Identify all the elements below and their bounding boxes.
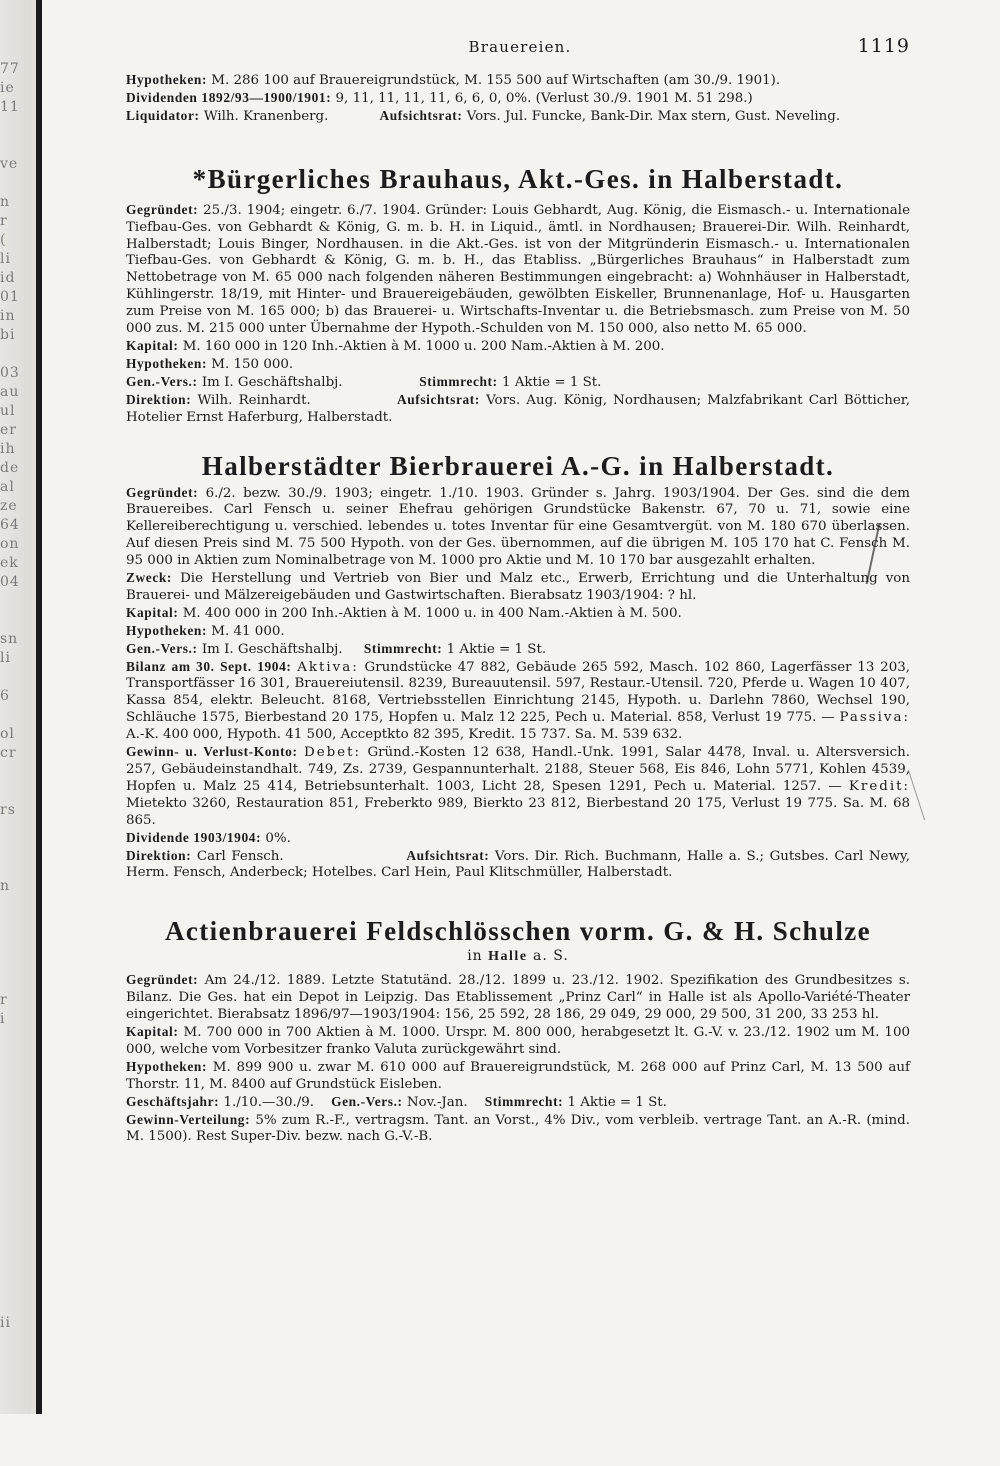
edge-fragment: i [0,1011,6,1027]
field-label: Aufsichtsrat: [396,391,480,407]
field-text: Vors. Dir. Rich. Buchmann, Halle a. S.; Gutsbes. Carl Newy, Herm. Fensch, Anderbeck; Hotelbes. Carl Hein, Paul Klitschmüller, Halberstadt. [126,848,910,881]
edge-fragment: ol [0,726,15,742]
field-text: M. 41 000. [211,623,285,639]
field-text: 25./3. 1904; eingetr. 6./7. 1904. Gründer: Louis Gebhardt, Aug. König, die Eismasch.- u. Internationale Tiefbau-Ges. von Gebhardt & König, G. m. b. H. in Liquid., ämtl. in Nordhausen; Brauerei-Dir. Wilh. Reinhardt, Halberstadt; Louis Binger, Nordhausen. in die Akt.-Ges. ist von der Mitgründerin Eismasch.- u. Internationalen Tiefbau-Ges. von Gebhardt & König, G. m. b. H., das Etabliss. „Bürgerliches Brauhaus“ in Halberstadt zum Nettobetrage von M. 65 000 nach folgenden näheren Bestimmungen eingebracht: a) Wohnhäuser in Halberstadt, Kühlingerstr. 18/19, mit Hinter- und Brauereigebäuden, gewölbten Eiskeller, Brunnenanlage, Hof- u. Hausgarten zum Preise von M. 165 000; b) das Brauerei- u. Wirtschafts-Inventar u. die Betriebsmasch. zum Preise von M. 50 000 zus. M. 215 000 unter Übernahme der Hypoth.-Schulden von M. 150 000, also netto M. 65 000. [126,202,910,337]
edge-fragment: au [0,384,20,400]
edge-fragment [0,1238,30,1257]
field-text: Am 24./12. 1889. Letzte Statutänd. 28./12. 1899 u. 23./12. 1902. Spezifikation des Grundbesitzes s. Bilanz. Die Ges. hat ein Depot in Leipzig. Das Etablissement „Prinz Carl“ in Halle ist als Apollo-Variété-Theater eingerichtet. Bierabsatz 1896/97—1903/1904: 156, 25 592, 28 186, 29 049, 29 000, 29 500, 31 200, 33 253 hl. [126,973,910,1023]
edge-fragment [0,1048,30,1067]
field-label: Liquidator: [126,107,200,123]
binding-shadow [36,0,42,1414]
paragraph [126,744,910,830]
edge-fragment: de [0,460,20,476]
field-text: 6./2. bezw. 30./9. 1903; eingetr. 1./10. 1903. Gründer s. Jahrg. 1903/1904. Der Ges. sind die dem Brauereibes. Carl Fensch u. seiner Ehefrau gehörigen Grundstücke Bakenstr. 67, 70 u. 71, sowie eine Kellereiberechtigung u. verschied. lebendes u. totes Inventar für eine Gesamtvergüt. von M. 180 670 überlassen. Auf diesen Preis sind M. 75 500 Hypoth. von der Ges. übernommen, auf die übrigen M. 105 170 hat C. Fensch M. 95 000 in Aktien zum Nominalbetrage von M. 1000 pro Aktie und M. 10 170 bar ausgezahlt erhalten. [126,485,910,569]
edge-fragment: on [0,536,20,552]
edge-fragment [0,1162,30,1181]
edge-fragment [0,611,30,630]
edge-fragment: r [0,992,8,1008]
paragraph [126,338,910,356]
field-text: 1./10.—30./9. [223,1094,315,1110]
edge-fragment: er [0,422,17,438]
edge-fragment [0,1409,30,1428]
company-heading: Halberstädter Bierbrauerei A.-G. in Halberstadt. [201,450,835,481]
field-label: Gen.-Vers.: [331,1093,403,1109]
field-text: Carl Fensch. [196,848,284,864]
edge-fragment [0,1219,30,1238]
page-body [126,72,910,1146]
edge-fragment [0,1067,30,1086]
edge-fragment: 6 [0,688,10,704]
paragraph [126,108,910,126]
edge-fragment [0,763,30,782]
paragraph [126,972,910,1024]
edge-fragment [0,858,30,877]
edge-fragment [0,1447,30,1466]
field-text: Wilh. Reinhardt. [197,392,311,408]
field-text: M. 150 000. [211,356,294,372]
edge-fragment [0,1124,30,1143]
location-prefix: in [467,948,483,965]
edge-fragment [0,972,30,991]
field-text: 1 Aktie = 1 St. [567,1094,667,1110]
field-label: Direktion: [126,847,192,863]
field-label: Gewinn-Verteilung: [126,1111,251,1127]
field-label: Gegründet: [126,972,199,988]
edge-fragment [0,1105,30,1124]
edge-fragment [0,1029,30,1048]
edge-fragment [0,1333,30,1352]
company-location [126,948,910,966]
field-label: Hypotheken: [126,1058,208,1074]
edge-fragment: rs [0,802,16,818]
edge-fragment: li [0,650,11,666]
paragraph [126,659,910,745]
field-text: M. 286 100 auf Brauereigrundstück, M. 155 500 auf Wirtschaften (am 30./9. 1901). [211,73,781,88]
field-label: Kapital: [126,604,179,620]
company-entry [126,972,910,1146]
field-label: Aufsichtsrat: [406,847,490,863]
field-label: Hypotheken: [126,355,208,371]
edge-fragment [0,1143,30,1162]
edge-fragment [0,592,30,611]
edge-fragment [0,1295,30,1314]
paragraph [126,570,910,605]
edge-fragment: ie [0,80,15,96]
edge-fragment [0,839,30,858]
edge-fragment: cr [0,745,17,761]
field-label: Kapital: [126,337,179,353]
edge-fragment: 03 [0,365,20,381]
field-text: A.-K. 400 000, Hypoth. 41 500, Acceptkto 82 395, Kredit. 15 737. Sa. M. 539 632. [126,727,683,743]
edge-fragment [0,1086,30,1105]
field-label: Stimmrecht: [484,1093,564,1109]
field-label: Kapital: [126,1023,179,1039]
company-heading: Actienbrauerei Feldschlösschen vorm. G. & H. Schulze [165,916,871,947]
edge-fragment [0,915,30,934]
paragraph [126,1094,910,1112]
edge-fragment [0,117,30,136]
field-label: Gegründet: [126,484,199,500]
field-text: Im I. Geschäftshalbj. [201,641,343,657]
field-text: M. 700 000 in 700 Aktien à M. 1000. Urspr. M. 800 000, herabgesetzt lt. G.-V. v. 23./12. 1902 um M. 100 000, welche vom Vorbesitzer franko Valuta zurückgewährt sind. [126,1024,910,1057]
field-text: 1 Aktie = 1 St. [446,641,547,657]
field-label: Dividenden 1892/93—1900/1901: [126,89,332,105]
edge-fragment: in [0,308,16,324]
location-city: Halle [488,949,528,965]
edge-fragment: ul [0,403,16,419]
paragraph [126,848,910,883]
field-text: Gründ.-Kosten 12 638, Handl.-Unk. 1991, Salar 4478, Inval. u. Altersversich. 257, Gebäudeinstandhalt. 749, Zs. 2739, Gespannunterhalt. 2188, Steuer 568, Eis 846, Lohn 5771, Kohlen 4539, Hopfen u. Malz 25 414, Betriebsunterhalt. 1003, Licht 28, Spesen 1291, Pech u. Material. 1257. — [126,745,910,794]
edge-fragment: 64 [0,517,20,533]
field-label: Direktion: [126,391,192,407]
field-text: M. 899 900 u. zwar M. 610 000 auf Brauereigrundstück, M. 268 000 auf Prinz Carl, M. 13 500 auf Thorstr. 11, M. 8400 auf Grundstück Eisleben. [126,1059,910,1092]
field-label: Gegründet: [126,201,199,217]
field-text: Vors. Aug. König, Nordhausen; Malzfabrikant Carl Bötticher, Hotelier Ernst Haferburg, Halberstadt. [126,392,910,425]
paragraph [126,623,910,641]
subfield-label: Kredit: [848,778,910,794]
field-label: Gen.-Vers.: [126,640,198,656]
paragraph [126,1059,910,1094]
edge-fragment: ih [0,441,16,457]
edge-fragment: li [0,251,11,267]
paragraph [126,90,910,108]
edge-fragment [0,1371,30,1390]
edge-fragment [0,1276,30,1295]
edge-fragment [0,1390,30,1409]
paragraph [126,202,910,338]
edge-fragment [0,896,30,915]
edge-fragment: n [0,194,11,210]
field-text: Grundstücke 47 882, Gebäude 265 592, Masch. 102 860, Lagerfässer 13 203, Transportfässer 16 301, Brauereiutensil. 8239, Bureauutensil. 597, Restaur.-Utensil. 720, Pferde u. Wagen 10 407, Kassa 854, elektr. Beleucht. 8168, Vertriebsstellen Einrichtung 2145, Hypoth. u. Darlehn 7860, Wechsel 190, Schläuche 1575, Bierbestand 20 175, Hopfen u. Malz 12 225, Pech u. Material. 858, Verlust 19 775. — [126,659,910,726]
edge-fragment [0,174,30,193]
field-text: 1 Aktie = 1 St. [501,374,602,390]
paragraph [126,830,910,848]
edge-fragment: 01 [0,289,20,305]
edge-fragment [0,345,30,364]
edge-fragment [0,1257,30,1276]
edge-fragment [0,1428,30,1447]
paragraph [126,374,910,392]
running-header [130,35,910,60]
subfield-label: Debet: [303,745,362,761]
edge-fragment [0,1181,30,1200]
edge-fragment: n [0,878,11,894]
field-text: Die Herstellung und Vertrieb von Bier und Malz etc., Erwerb, Errichtung und die Unterhaltung von Brauerei- und Mälzereigebäuden und Gastwirtschaften. Bierabsatz 1903/1904: ? hl. [126,571,910,603]
edge-fragment [0,1200,30,1219]
paragraph [126,1112,910,1147]
field-label: Stimmrecht: [363,640,443,656]
edge-fragment: bi [0,327,16,343]
subfield-label: Aktiva: [297,659,359,675]
edge-fragment: ( [0,232,7,248]
paragraph [126,1024,910,1059]
field-label: Gen.-Vers.: [126,373,198,389]
company-heading: *Bürgerliches Brauhaus, Akt.-Ges. in Halberstadt. [192,163,844,194]
paragraph [126,641,910,659]
field-text: Wilh. Kranenberg. [203,108,329,124]
company-entry [126,485,910,883]
field-text: 5% zum R.-F., vertragsm. Tant. an Vorst., 4% Div., vom verbleib. vertrage Tant. an A.-R. (mind. M. 1500). Rest Super-Div. bezw. nach G.-V.-B. [126,1112,910,1145]
adjacent-page-fragments [0,60,30,1466]
paragraph [126,356,910,374]
field-text: Nov.-Jan. [406,1094,468,1110]
field-text: Mietekto 3260, Restauration 851, Freberkto 989, Bierkto 23 812, Bierbestand 20 175, Verlust 19 775. Sa. M. 68 865. [126,795,910,828]
edge-fragment [0,668,30,687]
page-number: 1119 [857,35,910,57]
company-entry [126,202,910,427]
field-label: Aufsichtsrat: [379,107,463,123]
field-label: Geschäftsjahr: [126,1093,220,1109]
edge-fragment [0,820,30,839]
field-text: 9, 11, 11, 11, 11, 6, 6, 0, 0%. (Verlust 30./9. 1901 M. 51 298.) [335,90,753,106]
edge-fragment: id [0,270,16,286]
edge-fragment: ii [0,1315,11,1331]
running-title: Brauereien. [468,38,572,56]
edge-fragment: sn [0,631,19,647]
paragraph [126,485,910,571]
field-label: Bilanz am 30. Sept. 1904: [126,658,292,674]
edge-fragment: r [0,213,8,229]
field-label: Dividende 1903/1904: [126,829,262,845]
field-label: Zweck: [126,570,172,586]
edge-fragment: 11 [0,99,20,115]
field-label: Hypotheken: [126,622,208,638]
field-text: M. 400 000 in 200 Inh.-Aktien à M. 1000 u. in 400 Nam.-Aktien à M. 500. [182,605,682,621]
field-text: 0%. [265,830,291,846]
edge-fragment: ek [0,555,19,571]
field-text: Im I. Geschäftshalbj. [201,374,343,390]
field-label: Gewinn- u. Verlust-Konto: [126,744,298,760]
edge-fragment [0,1352,30,1371]
edge-fragment: 04 [0,574,20,590]
edge-fragment: ve [0,156,19,172]
field-label: Stimmrecht: [419,373,498,389]
intro-entry [126,72,910,126]
location-suffix: a. S. [533,948,569,965]
edge-fragment [0,136,30,155]
edge-fragment [0,706,30,725]
edge-fragment [0,934,30,953]
paragraph [126,72,910,90]
edge-fragment: al [0,479,15,495]
paragraph [126,392,910,427]
paragraph [126,605,910,623]
field-label: Hypotheken: [126,72,208,87]
edge-fragment: 77 [0,61,20,77]
edge-fragment [0,953,30,972]
edge-fragment [0,782,30,801]
edge-fragment: ze [0,498,18,514]
field-text: Vors. Jul. Funcke, Bank-Dir. Max stern, Gust. Neveling. [466,108,841,124]
subfield-label: Passiva: [839,710,910,726]
field-text: M. 160 000 in 120 Inh.-Aktien à M. 1000 u. 200 Nam.-Aktien à M. 200. [182,338,665,354]
